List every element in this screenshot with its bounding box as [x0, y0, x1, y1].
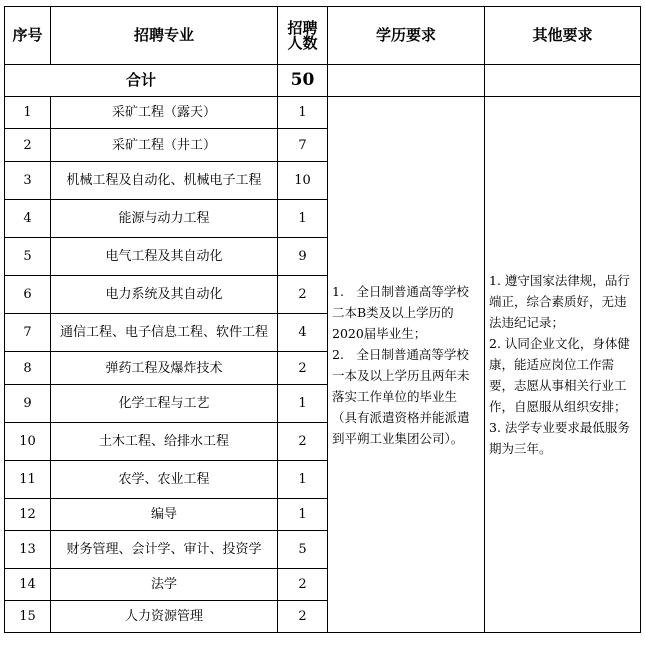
header-seq: 序号 — [5, 7, 51, 65]
row-seq: 11 — [5, 461, 51, 499]
header-other: 其他要求 — [485, 7, 641, 65]
recruitment-table — [4, 6, 641, 633]
row-major: 编导 — [51, 499, 278, 531]
other-requirement-item: 2. 认同企业文化，身体健康，能适应岗位工作需要，志愿从事相关行业工作，自愿服从组织安排； — [489, 336, 630, 414]
row-major: 人力资源管理 — [51, 601, 278, 633]
row-count: 2 — [278, 423, 328, 461]
table-row — [5, 97, 641, 129]
education-requirement-item: 2. 全日制普通高等学校一本及以上学历且两年未落实工作单位的毕业生（具有派遣资格并能派遣到平朔工业集团公司）。 — [332, 346, 470, 446]
row-seq: 5 — [5, 238, 51, 276]
row-seq: 14 — [5, 569, 51, 601]
row-seq: 3 — [5, 162, 51, 200]
row-seq: 7 — [5, 314, 51, 352]
row-count: 2 — [278, 601, 328, 633]
row-count: 1 — [278, 461, 328, 499]
row-major: 能源与动力工程 — [51, 200, 278, 238]
header-row — [5, 7, 641, 65]
row-seq: 6 — [5, 276, 51, 314]
row-major: 电气工程及其自动化 — [51, 238, 278, 276]
row-count: 10 — [278, 162, 328, 200]
row-count: 2 — [278, 569, 328, 601]
total-row — [5, 65, 641, 97]
total-other — [485, 65, 641, 97]
header-education: 学历要求 — [328, 7, 485, 65]
row-seq: 9 — [5, 385, 51, 423]
row-seq: 8 — [5, 352, 51, 385]
row-count: 1 — [278, 385, 328, 423]
row-major: 采矿工程（井工） — [51, 129, 278, 162]
education-requirement-item: 1. 全日制普通高等学校二本B类及以上学历的2020届毕业生； — [332, 283, 469, 341]
row-major: 土木工程、给排水工程 — [51, 423, 278, 461]
row-count: 9 — [278, 238, 328, 276]
row-major: 农学、农业工程 — [51, 461, 278, 499]
row-seq: 4 — [5, 200, 51, 238]
row-major: 化学工程与工艺 — [51, 385, 278, 423]
row-major: 采矿工程（露天） — [51, 97, 278, 129]
total-count: 50 — [278, 65, 328, 97]
header-count-line2: 人数 — [287, 33, 318, 52]
row-count: 1 — [278, 200, 328, 238]
header-count — [278, 7, 328, 65]
row-seq: 1 — [5, 97, 51, 129]
total-label: 合计 — [5, 65, 278, 97]
header-count-line1: 招聘 — [287, 18, 318, 37]
education-requirements — [328, 97, 485, 633]
row-seq: 10 — [5, 423, 51, 461]
row-major: 法学 — [51, 569, 278, 601]
other-requirement-item: 1. 遵守国家法律规，品行端正，综合素质好，无违法违纪记录； — [489, 273, 630, 330]
row-count: 1 — [278, 97, 328, 129]
other-requirement-item: 3. 法学专业要求最低服务期为三年。 — [489, 420, 630, 456]
header-major: 招聘专业 — [51, 7, 278, 65]
total-education — [328, 65, 485, 97]
row-count: 7 — [278, 129, 328, 162]
row-seq: 13 — [5, 531, 51, 569]
row-major: 机械工程及自动化、机械电子工程 — [51, 162, 278, 200]
row-seq: 12 — [5, 499, 51, 531]
row-major: 通信工程、电子信息工程、软件工程 — [51, 314, 278, 352]
row-major: 电力系统及其自动化 — [51, 276, 278, 314]
row-count: 2 — [278, 352, 328, 385]
other-requirements — [485, 97, 641, 633]
row-count: 1 — [278, 499, 328, 531]
row-count: 2 — [278, 276, 328, 314]
row-count: 5 — [278, 531, 328, 569]
row-count: 4 — [278, 314, 328, 352]
row-seq: 15 — [5, 601, 51, 633]
row-seq: 2 — [5, 129, 51, 162]
row-major: 财务管理、会计学、审计、投资学 — [51, 531, 278, 569]
row-major: 弹药工程及爆炸技术 — [51, 352, 278, 385]
